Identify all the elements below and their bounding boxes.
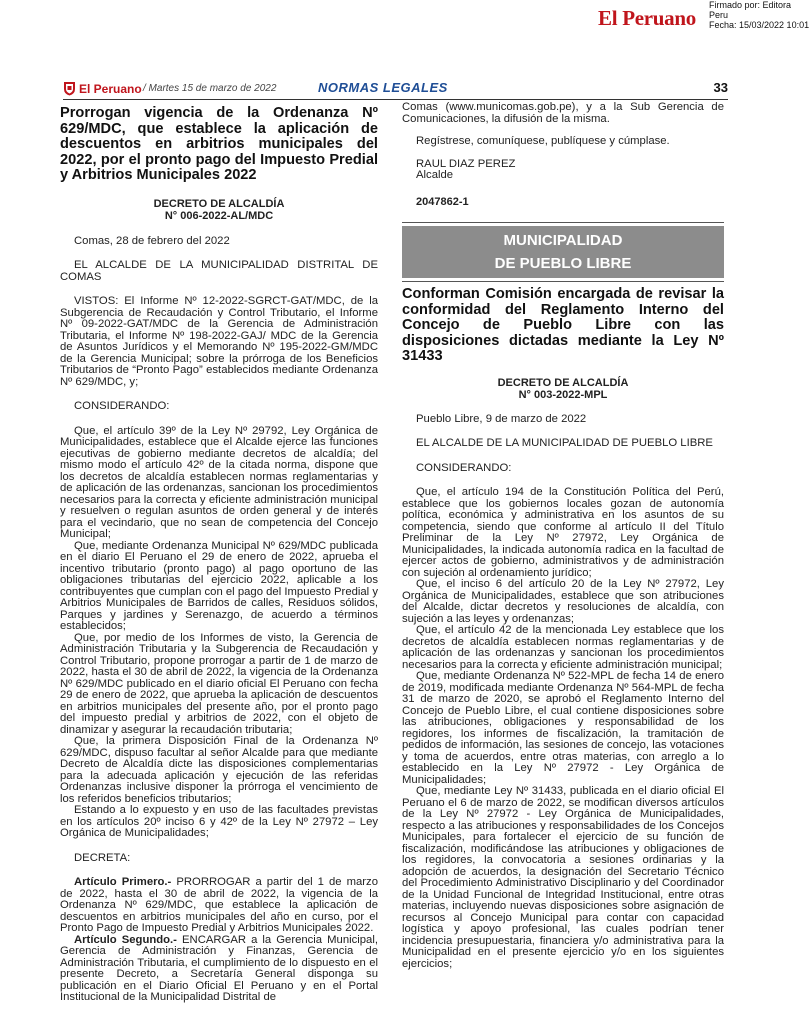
decreta-heading: DECRETA: [74,851,131,864]
page-header [63,80,728,98]
municipality-name-line-2: DE PUEBLO LIBRE [494,255,632,272]
vistos-paragraph: VISTOS: El Informe Nº 12-2022-SGRCT-GAT/MDC, de la Subgerencia de Recaudación y Control Tributario, el Informe Nº 09-2022-GAT/MDC de la Gerencia de Administración Tributaria, el Informe Nº 198-2022-GAJ/ MDC de la Gerencia de Asuntos Jurídicos y el Memorando Nº 195-2022-GM/MDC de la Gerencia Municipal; sobre la prórroga de los Beneficios Tributarios de “Pronto Pago” establecidos mediante Ordenanza Nº 629/MDC, y; [60,295,378,388]
municipality-banner [402,226,724,278]
paragraph: Que, mediante Ley Nº 31433, publicada en el diario oficial El Peruano el 6 de marzo de 2022, se modifican diversos artículos de la Ley Nº 27972 - Ley Orgánica de Municipalidades, respecto a las atribuciones y responsabilidades de los Concejos Municipales, para fortalecer el ejercicio de su función de fiscalización, modificándose las atribuciones y obligaciones de los regidores, la convocatoria a sesiones ordinarias y la adopción de acuerdos, la designación del Secretario Técnico del Procedimiento Administrativo Disciplinario y del Coordinador de la Unidad Funcional de Integridad Institucional, entre otras materias, incluyendo nuevas disposiciones sobre asignación de recursos al Concejo Municipal para contar con capacidad logística y apoyo profesional, las cuales podrían tener incidencia presupuestaria, financiera y/o administrativa para la Municipalidad en el presente ejercicio y/o en los siguientes ejercicios; [402,785,724,970]
header-rule [63,99,728,100]
place-date: Comas, 28 de febrero del 2022 [74,234,230,247]
divider [402,281,724,282]
signer-role: Alcalde [416,169,454,181]
signature-logo: El Peruano [598,6,696,30]
article-two-text: ENCARGAR a la Gerencia Municipal, Gerencia de Administración y Finanzas, Gerencia de Administración Tributaria, el cumplimiento de lo dispuesto en el presente Decreto, a Secretaría General disponga su publicación en el Diario Oficial El Peruano y en el Portal Institucional de la Municipalidad Distrital de [60,933,378,1003]
left-column [60,102,378,1004]
paragraph: Que, la primera Disposición Final de la Ordenanza Nº 629/MDC, dispuso facultar al señor Alcalde para que mediante Decreto de Alcaldía dicte las disposiciones complementarias para la adecuada aplicación y ejecución de las referidas Ordenanzas inclusive disponer la prórroga el vencimiento de los referidos beneficios tributarios; [60,735,378,805]
signature-line-3: Fecha: 15/03/2022 10:01 [709,20,809,30]
closing-formula: Regístrese, comuníquese, publíquese y cúmplase. [416,135,670,147]
signature-line-1: Firmado por: Editora [709,0,792,10]
paragraph: Que, el artículo 194 de la Constitución Política del Perú, establece que los gobiernos locales gozan de autonomía política, económica y administrativa en los asuntos de su competencia, siendo que conforme al artículo II del Título Preliminar de la Ley Nº 27972, Ley Orgánica de Municipalidades, la indicada autonomía radica en la facultad de ejercer actos de gobierno, administrativos y de administración con sujeción al ordenamiento jurídico; [402,486,724,579]
place-date: Pueblo Libre, 9 de marzo de 2022 [416,412,587,425]
signature-text [709,0,809,30]
article-one-text: PRORROGAR a partir del 1 de marzo de 2022, hasta el 30 de abril de 2022, la vigencia de la Ordenanza Nº 629/MDC, que establece la aplicación de descuentos en arbitrios municipales del año en curso, por el Pronto Pago de Impuesto Predial y Arbitrios Municipales 2022. [60,876,378,934]
digital-signature-stamp [598,0,809,36]
paragraph: Que, mediante Ordenanza Nº 522-MPL de fecha 14 de enero de 2019, modificada mediante Ordenanza Nº 564-MPL de fecha 31 de marzo de 2020, se aprobó el Reglamento Interno del Concejo de Pueblo Libre, el cual contiene disposiciones sobre las atribuciones, obligaciones y responsabilidad de los regidores, los informes de fiscalización, la tramitación de pedidos de información, las sesiones de concejo, las votaciones y toma de acuerdos, entre otras materias, con arreglo a lo establecido en la Ley Nº 27972 - Ley Orgánica de Municipalidades; [402,670,724,786]
paragraph: Que, el inciso 6 del artículo 20 de la Ley Nº 27972, Ley Orgánica de Municipalidades, establece que son atribuciones del Alcalde, dictar decretos y resoluciones de alcaldía, con sujeción a las leyes y ordenanzas; [402,578,724,625]
header-logo [63,81,142,96]
header-logo-text: El Peruano [79,81,142,96]
header-section: NORMAS LEGALES [318,80,448,95]
authority: EL ALCALDE DE LA MUNICIPALIDAD DE PUEBLO LIBRE [416,437,713,449]
considerando-heading: CONSIDERANDO: [74,400,170,412]
paragraph: Estando a lo expuesto y en uso de las facultades previstas en los artículos 20º inciso 6 y 42º de la Ley Nº 27972 – Ley Orgánica de Municipalidades; [60,804,378,839]
right-column [402,102,724,970]
paragraph: Que, por medio de los Informes de visto, la Gerencia de Administración Tributaria y la Subgerencia de Recaudación y Control Tributario, propone prorrogar a partir de 1 de marzo de 2022, hasta el 30 de abril de 2022, la vigencia de la Ordenanza Nº 629/MDC publicado en el diario oficial El Peruano con fecha 29 de enero de 2022, que aprueba la aplicación de descuentos en arbitrios municipales del presente año, por el pronto pago del impuesto predial y arbitrios de 2022, con el objeto de dinamizar y asegurar la recaudación tributaria; [60,631,378,736]
header-date: / Martes 15 de marzo de 2022 [143,83,277,94]
page-number: 33 [713,80,728,95]
signature-line-2: Peru [709,10,729,20]
decree-label: DECRETO DE ALCALDÍA [497,376,629,389]
coat-of-arms-icon [63,81,76,96]
paragraph: Que, el artículo 39º de la Ley Nº 29792, Ley Orgánica de Municipalidades, establece que el Alcalde ejerce las funciones ejecutivas de gobierno mediante decretos de alcaldía; del mismo modo el artículo 42º de la citada norma, dispone que los decretos de alcaldía establecen normas reglamentarias y de aplicación de las ordenanzas, sancionan los procedimientos necesarios para la correcta y eficiente administración municipal y resuelven o regulan asuntos de orden general y de interés para el vecindario, que no sean de competencia del Concejo Municipal; [60,424,378,540]
article-one [60,877,378,935]
publication-code: 2047862-1 [416,195,469,208]
article-two [60,935,378,1004]
decree-number: N° 006-2022-AL/MDC [164,209,274,222]
signer-name: RAUL DIAZ PEREZ [416,157,516,170]
paragraph: Que, el artículo 42 de la mencionada Ley establece que los decretos de alcaldía establecen normas reglamentarias y de aplicación de las ordenanzas y sancionan los procedimientos necesarios para la correcta y eficiente administración municipal; [402,624,724,671]
authority: EL ALCALDE DE LA MUNICIPALIDAD DISTRITAL DE COMAS [60,259,378,283]
decree-label: DECRETO DE ALCALDÍA [153,197,285,210]
article-two-label: Artículo Segundo.- [74,933,177,946]
divider [402,222,724,223]
article-title: Prorrogan vigencia de la Ordenanza Nº 629/MDC, que establece la aplicación de descuentos en arbitrios municipales del 2022, por el pronto pago del Impuesto Predial y Arbitrios Municipales 2022 [60,105,378,183]
article-title: Conforman Comisión encargada de revisar la conformidad del Reglamento Interno del Concejo de Pueblo Libre con las disposiciones dictadas mediante la Ley Nº 31433 [402,286,724,364]
municipality-name-line-1: MUNICIPALIDAD [503,232,623,249]
paragraph: Que, mediante Ordenanza Municipal Nº 629/MDC publicada en el diario El Peruano el 29 de enero de 2022, aprueba el incentivo tributario (pronto pago) al pago oportuno de las obligaciones tributarias del ejercicio 2022, aplicable a los contribuyentes que cumplan con el pago del Impuesto Predial y Arbitrios Municipales de Barridos de calles, Residuos sólidos, Parques y jardines y Serenazgo, de acuerdo a términos establecidos; [60,539,378,632]
considerando-heading: CONSIDERANDO: [416,461,512,474]
article-one-label: Artículo Primero.- [74,876,172,888]
continued-paragraph: Comas (www.municomas.gob.pe), y a la Sub Gerencia de Comunicaciones, la difusión de la misma. [402,101,724,125]
decree-number: N° 003-2022-MPL [518,388,608,401]
